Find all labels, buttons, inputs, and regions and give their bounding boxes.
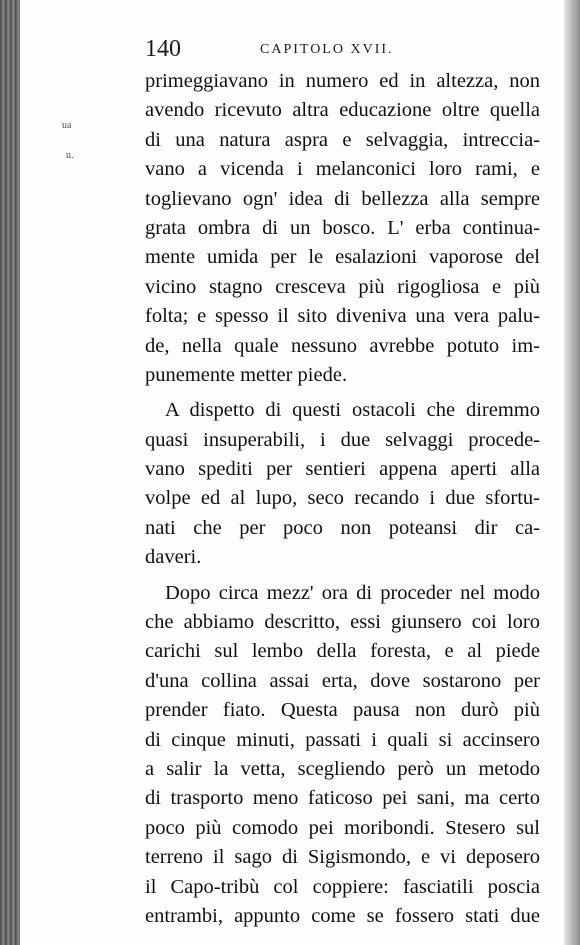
text-line: de, nella quale nessuno avrebbe potuto im- (145, 334, 540, 357)
text-line: d'una collina assai erta, dove sostarono per (145, 669, 540, 692)
body-text (145, 67, 540, 931)
text-line: punemente metter piede. (145, 363, 348, 386)
text-line: folta; e spesso il sito diveniva una vera palu- (145, 305, 540, 328)
page-header (145, 36, 540, 66)
running-head: CAPITOLO XVII. (260, 42, 394, 57)
text-line: volpe ed al lupo, seco recando i due sfortu- (145, 487, 540, 510)
text-line: di una natura aspra e selvaggia, intreccia- (145, 128, 540, 151)
text-line: grata ombra di un bosco. L' erba continua- (145, 216, 540, 239)
text-line: a salir la vetta, scegliendo però un metodo (145, 757, 540, 780)
text-line: mente umida per le esalazioni vaporose del (145, 246, 540, 269)
text-line: primeggiavano in numero ed in altezza, non (145, 70, 540, 92)
page-edge-shadow (564, 0, 580, 945)
text-line: toglievano ogn' idea di bellezza alla sempre (145, 187, 540, 210)
text-line: di trasporto meno faticoso pei sani, ma certo (145, 787, 540, 810)
text-line: vano spediti per sentieri appena aperti alla (145, 458, 540, 481)
text-line: prender fiato. Questa pausa non durò più (145, 699, 540, 722)
text-line: daveri. (145, 546, 202, 569)
text-line: di cinque minuti, passati i quali si accinsero (145, 728, 540, 751)
text-line: il Capo-tribù col coppiere: fasciatili poscia (145, 875, 540, 898)
text-line: A dispetto di questi ostacoli che diremmo (165, 399, 540, 422)
text-line: nati che per poco non poteansi dir ca- (145, 516, 540, 539)
text-line: poco più comodo pei moribondi. Stesero sul (145, 816, 540, 839)
text-line: vicino stagno cresceva più rigogliosa e più (145, 275, 540, 298)
text-line: Dopo circa mezz' ora di proceder nel modo (165, 581, 540, 604)
text-line: carichi sul lembo della foresta, e al piede (145, 640, 540, 663)
margin-mark: ua (62, 120, 72, 131)
page-number: 140 (145, 36, 181, 62)
text-line: vano a vicenda i melanconici loro rami, e (145, 158, 540, 181)
text-line: entrambi, appunto come se fossero stati due (145, 904, 540, 927)
book-binding-edge (0, 0, 20, 945)
text-line: avendo ricevuto altra educazione oltre quella (145, 99, 540, 122)
margin-mark: u. (66, 150, 74, 161)
text-line: che abbiamo descritto, essi giunsero coi loro (145, 611, 540, 634)
text-line: quasi insuperabili, i due selvaggi procede- (145, 428, 540, 451)
text-line: terreno il sago di Sigismondo, e vi deposero (145, 846, 540, 869)
